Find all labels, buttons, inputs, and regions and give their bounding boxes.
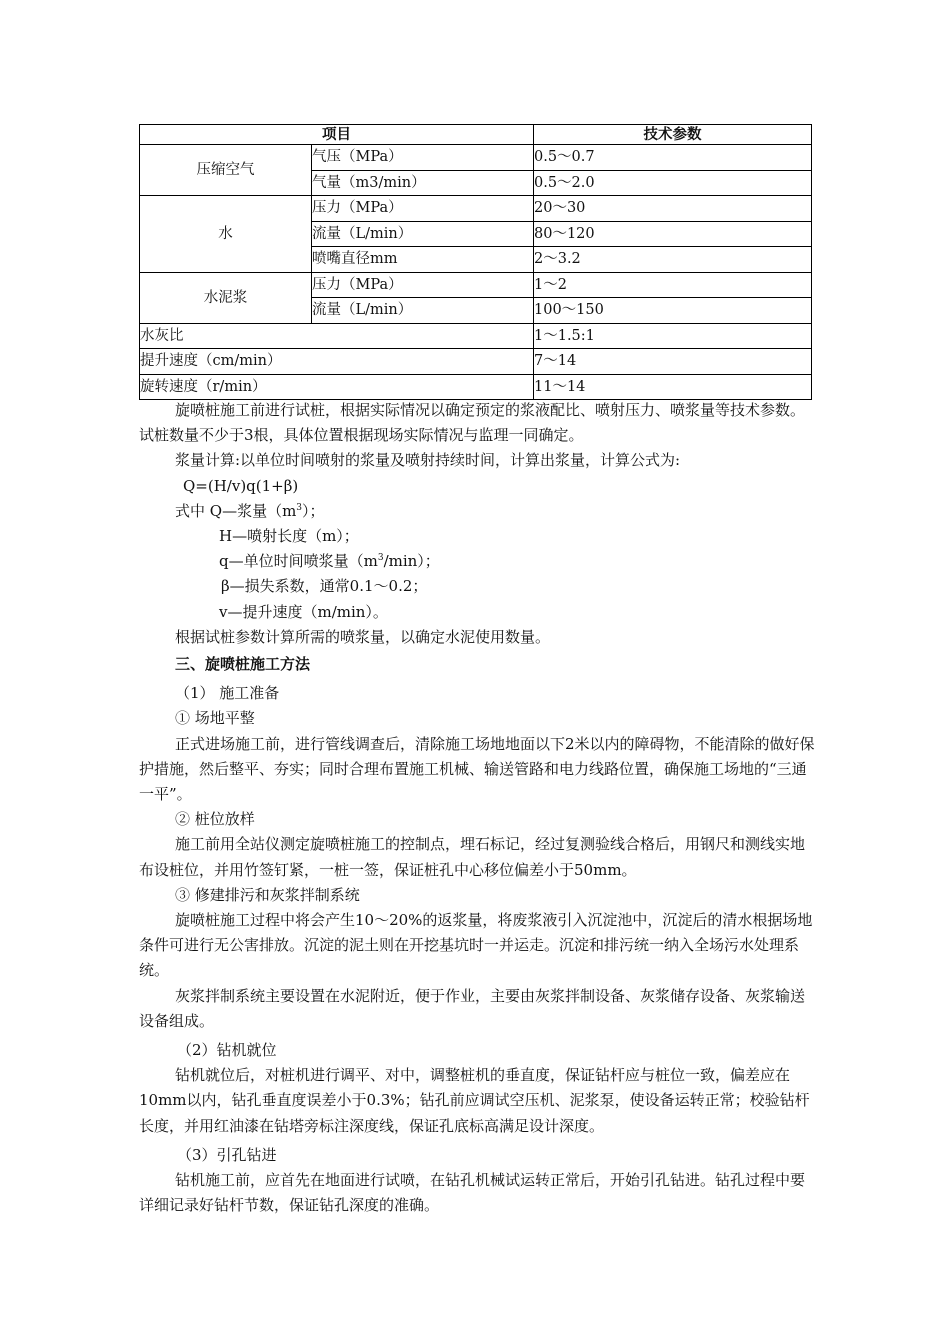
- where-prefix: 式中 Q—浆量（m: [175, 501, 297, 520]
- definition-q: [139, 549, 815, 574]
- row-item: 喷嘴直径mm: [312, 247, 534, 273]
- item-1-text: 正式进场施工前，进行管线调查后，清除施工场地地面以下2米以内的障碍物，不能清除的做好保护措施，然后整平、夯实；同时合理布置施工机械、输送管路和电力线路位置，确保施工场地的“三通一平”。: [139, 734, 815, 804]
- table-row: [140, 196, 812, 222]
- table-row: [140, 145, 812, 171]
- row-item: 压力（MPa）: [312, 196, 534, 222]
- group-cement-slurry: 水泥浆: [140, 272, 312, 323]
- item-3-text-1: 旋喷桩施工过程中将会产生10～20%的返浆量，将废浆液引入沉淀池中，沉淀后的清水根据场地条件可进行无公害排放。沉淀的泥土则在开挖基坑时一并运走。沉淀和排污统一纳入全场污水处理系统。: [139, 911, 813, 980]
- row-value: 100～150: [534, 298, 812, 324]
- formula-where: [139, 499, 815, 524]
- technical-parameters-table: [139, 124, 812, 400]
- paragraph-determine-cement: 根据试桩参数计算所需的喷浆量，以确定水泥使用数量。: [175, 627, 551, 646]
- header-parameters: 技术参数: [534, 125, 812, 145]
- row-value: 11～14: [534, 374, 812, 400]
- group-compressed-air: 压缩空气: [140, 145, 312, 196]
- item-1-title: ① 场地平整: [175, 709, 255, 728]
- paragraph-trial-pile: 旋喷桩施工前进行试桩，根据实际情况以确定预定的浆液配比、喷射压力、喷浆量等技术参数。试桩数量不少于3根，具体位置根据现场实际情况与监理一同确定。: [139, 401, 806, 445]
- row-value: 0.5～0.7: [534, 145, 812, 171]
- table-row: [140, 272, 812, 298]
- row-value: 7～14: [534, 349, 812, 375]
- row-item: 旋转速度（r/min）: [140, 374, 534, 400]
- step-1-title: （1） 施工准备: [175, 684, 280, 703]
- item-3-title: ③ 修建排污和灰浆拌制系统: [175, 885, 360, 904]
- table-row: [140, 323, 812, 349]
- item-2-text: 施工前用全站仪测定旋喷桩施工的控制点，埋石标记，经过复测验线合格后，用钢尺和测线实地布设桩位，并用竹签钉紧，一桩一签，保证桩孔中心移位偏差小于50mm。: [139, 835, 806, 879]
- table-row: [140, 349, 812, 375]
- row-value: 2～3.2: [534, 247, 812, 273]
- def-q-prefix: q—单位时间喷浆量（m: [219, 552, 378, 571]
- section-heading: 三、旋喷桩施工方法: [175, 655, 311, 674]
- paragraph-slurry-calc: 浆量计算:以单位时间喷射的浆量及喷射持续时间，计算出浆量，计算公式为:: [175, 451, 681, 470]
- step-3-text: 钻机施工前，应首先在地面进行试喷，在钻孔机械试运转正常后，开始引孔钻进。钻孔过程中要详细记录好钻杆节数，保证钻孔深度的准确。: [139, 1171, 806, 1215]
- row-item: 水灰比: [140, 323, 534, 349]
- body-text: [139, 398, 815, 1219]
- definition-v: v—提升速度（m/min）。: [219, 602, 388, 621]
- step-2-title: （2）钻机就位: [177, 1041, 277, 1060]
- row-item: 压力（MPa）: [312, 272, 534, 298]
- row-value: 80～120: [534, 221, 812, 247]
- where-suffix: ）；: [302, 501, 325, 520]
- def-q-superscript: 3: [377, 553, 384, 564]
- group-water: 水: [140, 196, 312, 273]
- row-value: 20～30: [534, 196, 812, 222]
- step-3-title: （3）引孔钻进: [177, 1145, 277, 1164]
- header-item: 项目: [140, 125, 534, 145]
- definition-h: H—喷射长度（m）；: [219, 527, 359, 546]
- def-q-suffix: /min）；: [383, 552, 440, 571]
- step-2-text: 钻机就位后，对桩机进行调平、对中，调整桩机的垂直度，保证钻杆应与桩位一致，偏差应在10mm以内，钻孔垂直度误差小于0.3%；钻孔前应调试空压机、泥浆泵，使设备运转正常；校验钻杆长度，并用红油漆在钻塔旁标注深度线，保证孔底标高满足设计深度。: [139, 1066, 810, 1135]
- definition-beta: β—损失系数，通常0.1～0.2；: [221, 577, 428, 596]
- table-header-row: [140, 125, 812, 145]
- where-superscript: 3: [296, 502, 303, 513]
- row-item: 提升速度（cm/min）: [140, 349, 534, 375]
- row-value: 1～2: [534, 272, 812, 298]
- row-value: 1～1.5:1: [534, 323, 812, 349]
- row-value: 0.5～2.0: [534, 170, 812, 196]
- formula: Q=(H/v)q(1+β): [183, 476, 299, 495]
- row-item: 气压（MPa）: [312, 145, 534, 171]
- table-row: [140, 374, 812, 400]
- item-2-title: ② 桩位放样: [175, 810, 255, 829]
- item-3-text-2: 灰浆拌制系统主要设置在水泥附近，便于作业，主要由灰浆拌制设备、灰浆储存设备、灰浆输送设备组成。: [139, 986, 806, 1030]
- row-item: 流量（L/min）: [312, 221, 534, 247]
- row-item: 气量（m3/min）: [312, 170, 534, 196]
- row-item: 流量（L/min）: [312, 298, 534, 324]
